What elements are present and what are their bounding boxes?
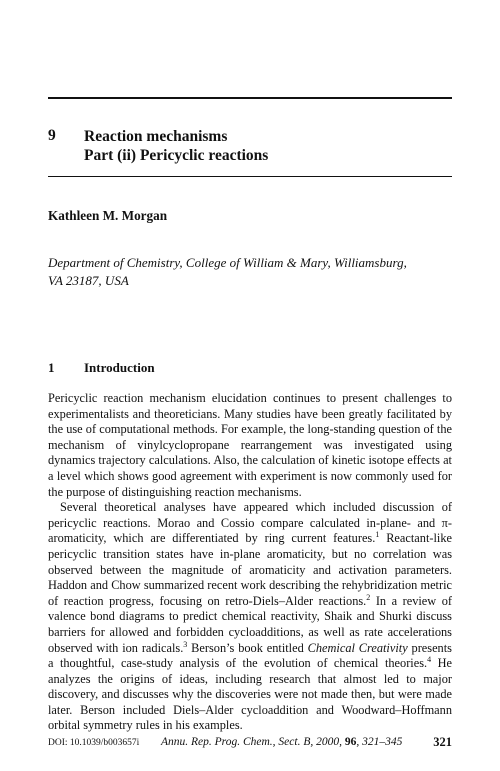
affiliation-line1: Department of Chemistry, College of William & Mary, Williamsburg, [48, 255, 407, 270]
top-rule [48, 97, 452, 99]
citation-3: 3 [183, 639, 188, 649]
chapter-title-line1: Reaction mechanisms [84, 128, 228, 145]
section-title: Introduction [84, 360, 155, 375]
citation-1: 1 [375, 530, 380, 540]
author-name: Kathleen M. Morgan [48, 208, 168, 223]
citation-4: 4 [427, 654, 432, 664]
page-number: 321 [433, 735, 452, 749]
section-number: 1 [48, 360, 55, 375]
title-rule [48, 176, 452, 177]
chapter-number: 9 [48, 127, 56, 144]
volume-number: 96 [344, 736, 357, 748]
doi-text: DOI: 10.1039/b003657i [48, 738, 140, 748]
section-heading [48, 360, 155, 376]
paragraph-1: Pericyclic reaction mechanism elucidation continues to present challenges to experimentalists and theoreticians. Many studies have been greatly facilitated by the use of computational methods. For example, the long-standing question of the mechanism of vinylcyclopropane rearrangement was investigated using dynamics trajectory calculations. Also, the calculation of kinetic isotope effects at a level which shows good agreement with experiment is now commonly used for the purpose of distinguishing reaction mechanisms. [48, 391, 452, 499]
journal-citation: Annu. Rep. Prog. Chem., Sect. B, 2000, 96, 321–345 [161, 736, 403, 748]
paragraph-2: Several theoretical analyses have appeared which included discussion of pericyclic reactions. Morao and Cossio compare calculated in-plane- and π-aromaticity, which are differentiated by ring current features.$^1$ Reactant-like pericyclic transition states have in-plane aromaticity, but no correlation was observed between the magnitude of aromaticity and activation parameters. Haddon and Chow summarized recent work describing the rehybridization metric of reaction progress, focusing on retro-Diels–Alder reactions.$^2$ In a review of valence bond diagrams to predict chemical reactivity, Shaik and Shurki discuss barriers for allowed and forbidden cycloadditions, as well as rate accelerations observed with ion radicals.$^3$ Berson’s book entitled Chemical Creativity presents a thoughtful, case-study analysis of the evolution of chemical theories.$^4$ He analyzes the origins of ideas, including research that almost led to major discovery, and discusses why the discoveries were not made then, but were made later. Berson included Diels–Alder cycloaddition and Woodward–Hoffmann orbital symmetry rules in his examples. [48, 500, 453, 733]
affiliation [48, 254, 458, 289]
page-footer [48, 735, 452, 755]
affiliation-line2: VA 23187, USA [48, 272, 129, 288]
chapter-title-line2: Part (ii) Pericyclic reactions [84, 147, 269, 164]
chapter-title [84, 127, 268, 165]
book-title: Chemical Creativity [307, 640, 408, 655]
citation-2: 2 [366, 592, 371, 602]
body-text [48, 391, 452, 734]
